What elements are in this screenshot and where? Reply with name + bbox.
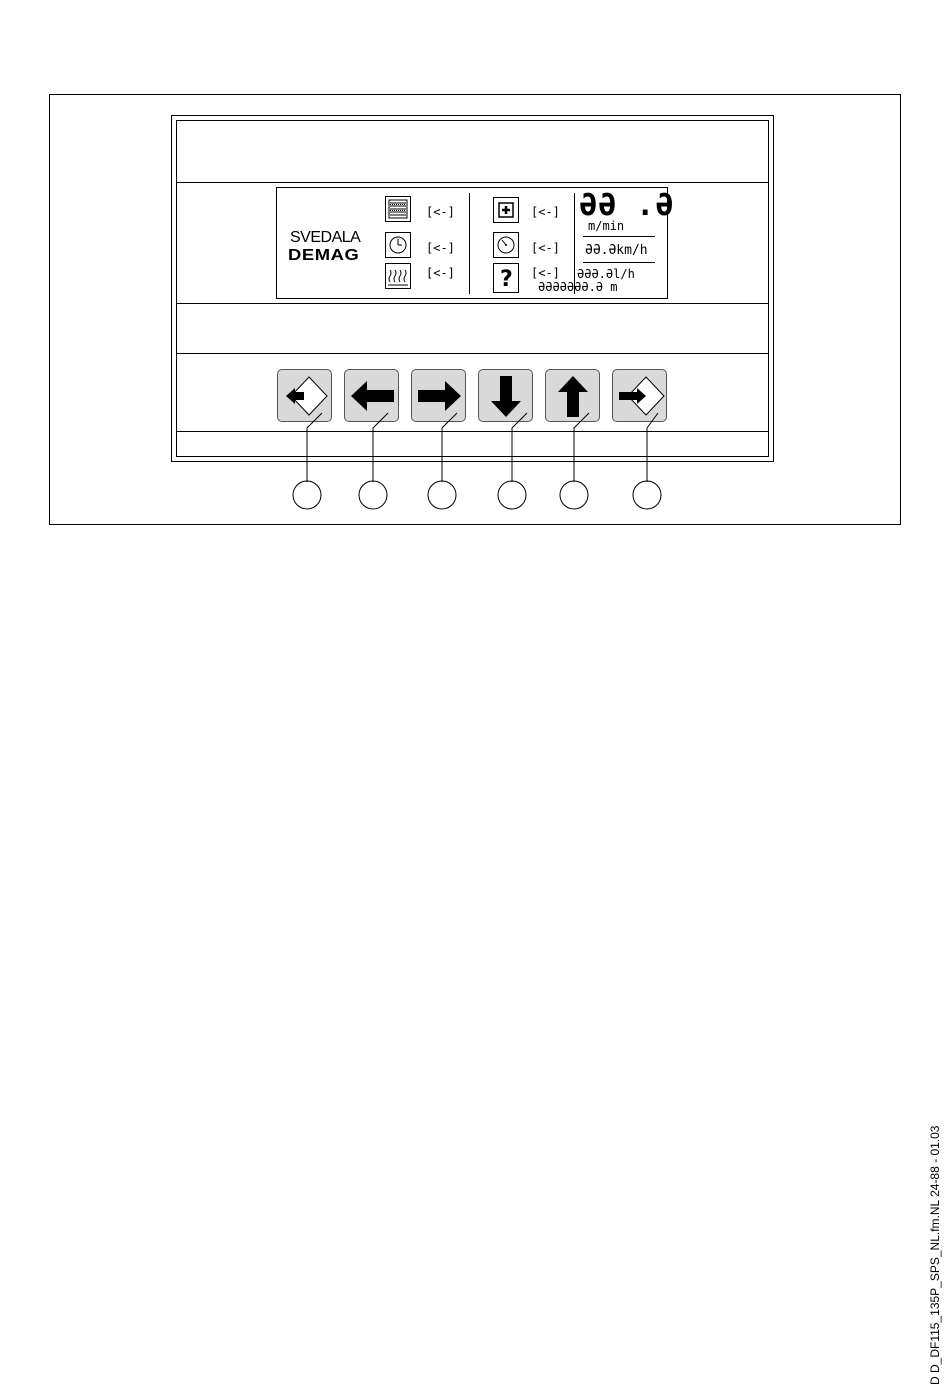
brand-logo-line2: DEMAG — [288, 247, 360, 264]
distance-value: ƏƏƏƏƏƏƏ.Ə m — [538, 280, 618, 294]
svg-text:?: ? — [500, 267, 513, 292]
callout-line — [647, 413, 658, 482]
callout-layer — [0, 0, 950, 560]
select-hint: [<-] — [426, 266, 455, 280]
select-hint: [<-] — [426, 205, 455, 219]
callout-circle — [293, 481, 321, 509]
select-hint: [<-] — [531, 266, 560, 280]
callout-line — [442, 413, 457, 482]
select-hint: [<-] — [531, 205, 560, 219]
callout-circle — [428, 481, 456, 509]
select-hint: [<-] — [426, 241, 455, 255]
select-hint: [<-] — [531, 241, 560, 255]
callout-line — [373, 413, 388, 482]
callout-line — [574, 413, 589, 482]
paving-speed-unit: m/min — [588, 219, 625, 233]
document-code: D D_DF115_135P_SPS_NL.fm.NL 24-88 - 01.03 — [928, 1125, 942, 1385]
paving-speed-value: ƏƏ .Ə — [579, 188, 675, 223]
callout-circle — [633, 481, 661, 509]
callout-circle — [498, 481, 526, 509]
callout-line — [512, 413, 527, 482]
consumption-value: ƏƏƏ.Əl/h — [577, 267, 635, 281]
callout-line — [307, 413, 322, 482]
callout-circle — [359, 481, 387, 509]
travel-speed-value: ƏƏ.Əkm/h — [585, 243, 648, 258]
brand-logo-line1: SVEDALA — [290, 229, 361, 246]
callout-circle — [560, 481, 588, 509]
